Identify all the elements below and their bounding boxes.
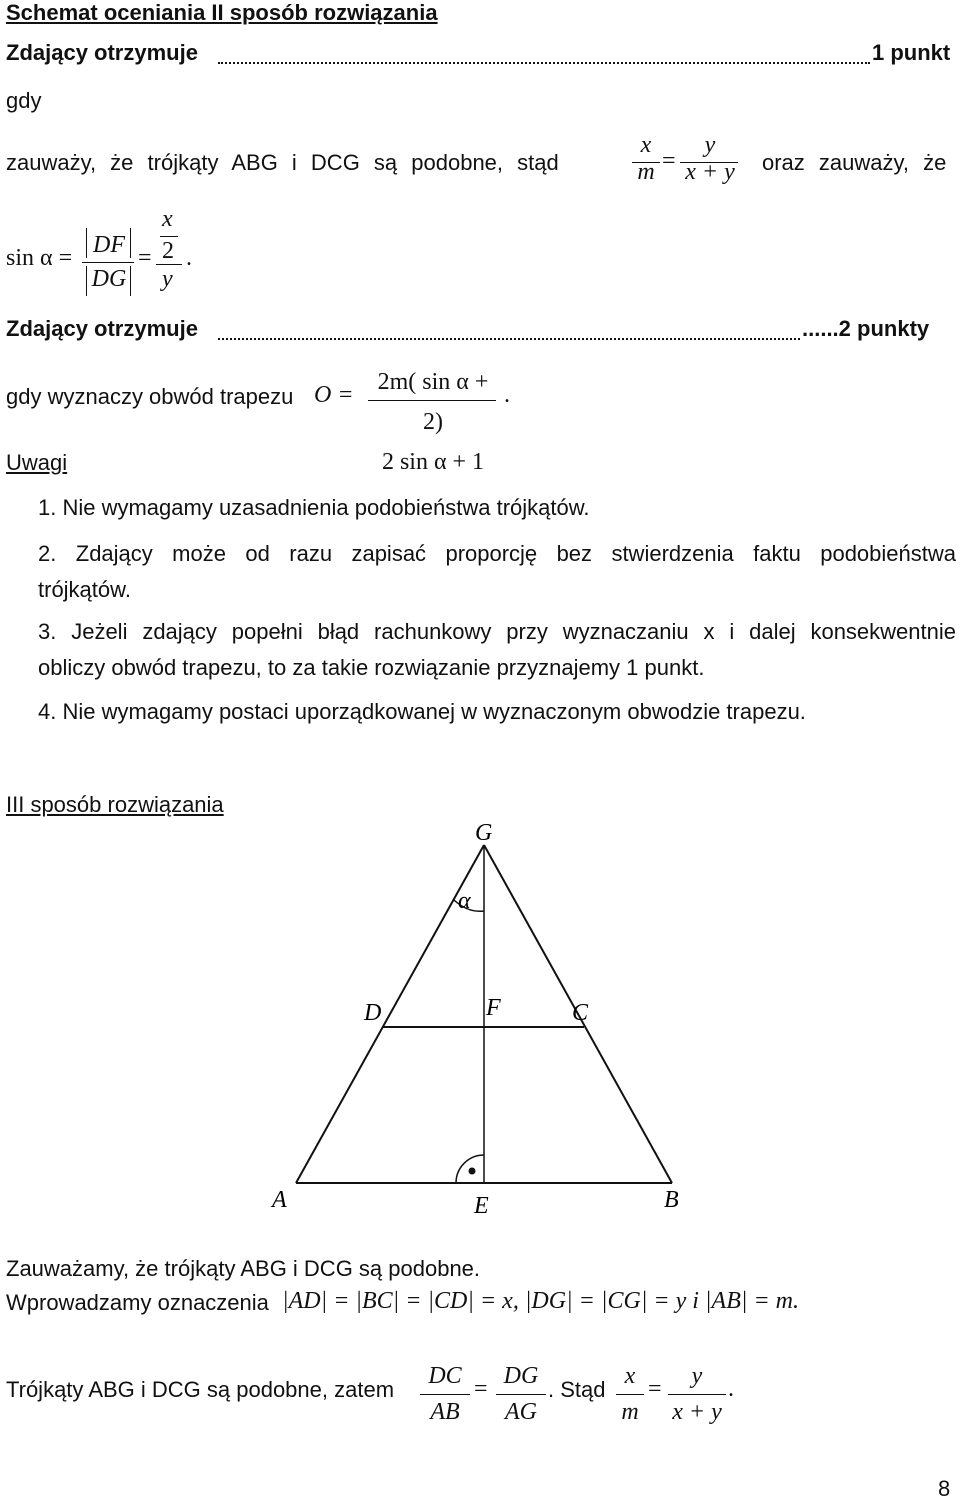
frac-num: DC xyxy=(428,1363,462,1389)
step1-text: zauważy, że trójkąty ABG i DCG są podobne, stąd xyxy=(6,150,559,175)
step1-oraz: oraz zauważy, że xyxy=(762,150,947,175)
frac-bar xyxy=(496,1394,546,1395)
side-AG xyxy=(296,845,484,1183)
equals: = xyxy=(662,148,676,174)
equals: = xyxy=(138,245,152,271)
section-title: Schemat oceniania II sposób rozwiązania xyxy=(6,0,438,25)
frac-x2-den-y: y xyxy=(162,266,173,292)
frac-num: x xyxy=(624,1363,636,1389)
sin-alpha: sin α = xyxy=(6,245,73,271)
frac-bar xyxy=(368,400,496,401)
method3-title: III sposób rozwiązania xyxy=(6,792,224,817)
method3-line2-prefix: Wprowadzamy oznaczenia xyxy=(6,1290,269,1315)
frac-bar xyxy=(156,264,182,265)
method3-stad: . Stąd xyxy=(548,1377,606,1402)
step1-frac-x-m xyxy=(632,132,660,186)
remark-3-cont: obliczy obwód trapezu, to za takie rozwiązanie przyznajemy 1 punkt. xyxy=(38,655,705,680)
frac-num: 2m( sin α + 2) xyxy=(377,369,489,435)
award1-when: gdy xyxy=(6,88,42,113)
frac-bar xyxy=(82,262,134,263)
frac-num: y xyxy=(704,132,716,158)
label-D: D xyxy=(364,1000,382,1026)
equals: = xyxy=(648,1376,662,1402)
label-A: A xyxy=(272,1187,287,1213)
frac-bar xyxy=(632,162,660,163)
label-alpha: α xyxy=(458,888,471,914)
frac-den: x + y xyxy=(672,1399,722,1425)
frac-den: DG xyxy=(91,266,127,292)
frac-den: m xyxy=(637,159,655,185)
frac-den: AB xyxy=(430,1399,460,1425)
frac-den: x + y xyxy=(685,159,735,185)
remark-4: 4. Nie wymagamy postaci uporządkowanej w wyznaczonym obwodzie trapezu. xyxy=(38,699,806,724)
method3-line1: Zauważamy, że trójkąty ABG i DCG są podobne. xyxy=(6,1256,481,1281)
label-C: C xyxy=(572,1000,589,1026)
label-B: B xyxy=(664,1187,679,1213)
frac-den: m xyxy=(621,1399,639,1425)
award2-points: ......2 punkty xyxy=(802,316,930,341)
period: . xyxy=(504,382,510,408)
frac-num: DF xyxy=(93,232,125,258)
remark-2: 2. Zdający może od razu zapisać proporcję bez stwierdzenia faktu podobieństwa xyxy=(38,541,956,566)
frac-x2-num-2: 2 xyxy=(162,238,174,264)
frac-bar xyxy=(680,162,738,163)
trapezoid-diagram xyxy=(260,815,700,1225)
frac-num: DG xyxy=(503,1363,539,1389)
page-number: 8 xyxy=(938,1476,951,1501)
label-F: F xyxy=(486,995,501,1021)
abs-bar xyxy=(86,266,87,296)
method3-line2-math: |AD| = |BC| = |CD| = x, |DG| = |CG| = y i |AB| = m. xyxy=(282,1288,799,1314)
remark-3: 3. Jeżeli zdający popełni błąd rachunkowy przy wyznaczaniu x i dalej konsekwentnie xyxy=(38,619,956,644)
award1-dots xyxy=(218,62,870,64)
abs-bar xyxy=(130,228,131,258)
perimeter-lhs: O = xyxy=(314,382,354,408)
frac-num: x xyxy=(640,132,652,158)
period: . xyxy=(186,245,192,271)
perimeter-formula xyxy=(368,362,498,482)
frac-bar xyxy=(668,1394,726,1395)
method3-line3-prefix: Trójkąty ABG i DCG są podobne, zatem xyxy=(6,1377,395,1402)
frac-x2-num-x: x xyxy=(162,206,173,232)
step1-frac-y-xy xyxy=(680,132,740,186)
award2-prefix: Zdający otrzymuje xyxy=(6,316,198,341)
equals: = xyxy=(474,1376,488,1402)
abs-bar xyxy=(130,266,131,296)
frac-den: 2 sin α + 1 xyxy=(381,449,485,475)
abs-bar xyxy=(86,228,87,258)
award2-when: gdy wyznaczy obwód trapezu xyxy=(6,384,294,409)
label-G: G xyxy=(475,820,493,846)
frac-bar xyxy=(616,1394,644,1395)
frac-bar xyxy=(420,1394,470,1395)
frac-bar-small xyxy=(160,236,178,237)
right-angle-dot xyxy=(469,1168,476,1175)
award1-points: 1 punkt xyxy=(872,40,951,65)
remarks-title: Uwagi xyxy=(6,450,68,475)
frac-den: AG xyxy=(505,1399,537,1425)
remark-2-cont: trójkątów. xyxy=(38,577,131,602)
award2-dots xyxy=(218,338,800,340)
frac-num: y xyxy=(691,1363,703,1389)
award1-prefix: Zdający otrzymuje xyxy=(6,40,198,65)
period: . xyxy=(728,1376,734,1402)
remark-1: 1. Nie wymagamy uzasadnienia podobieństwa trójkątów. xyxy=(38,495,590,520)
label-E: E xyxy=(474,1193,489,1219)
